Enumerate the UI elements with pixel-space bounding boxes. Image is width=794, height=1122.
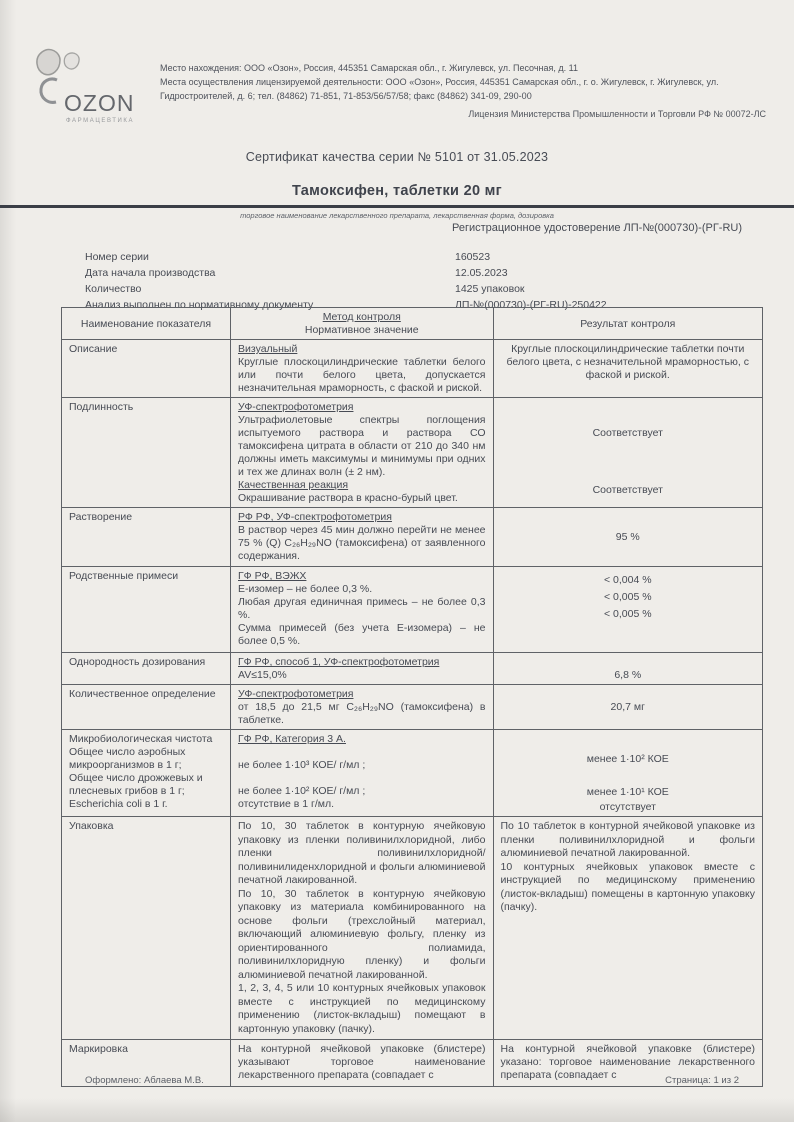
prepared-by: Оформлено: Аблаева М.В.	[85, 1075, 204, 1086]
result-cell: 95 %	[493, 508, 763, 566]
result-cell	[493, 567, 763, 652]
logo-brand: OZON	[64, 90, 135, 116]
date-label: Дата начала производства	[85, 267, 216, 279]
row-assay	[62, 684, 762, 729]
header-parameter-label: Наименование показателя	[80, 317, 212, 330]
method-cell: На контурной ячейковой упаковке (блистере) указывают торговое наименование лекарственного препарата (совпадает с	[230, 1040, 493, 1086]
result-cell: На контурной ячейковой упаковке (блистере) указано: торговое наименование лекарственного препарата (совпадает с	[493, 1040, 763, 1086]
method-cell	[230, 340, 493, 397]
result-value-1: менее 1·10² КОЕ	[586, 753, 669, 765]
spec-line-2: Любая другая единичная примесь – не более 0,3 %.	[238, 596, 486, 621]
method-title: УФ-спектрофотометрия	[238, 401, 354, 413]
parameter-name: Маркировка	[69, 1043, 128, 1055]
row-related-impurities	[62, 566, 762, 652]
method-title: УФ-спектрофотометрия	[238, 688, 354, 700]
result-cell: Круглые плоскоцилиндрические таблетки почти белого цвета, с незначительной мраморностью, с фаской и риской.	[493, 340, 763, 397]
normative-doc-value: ЛП-№(000730)-(РГ-RU)-250422	[455, 299, 607, 311]
company-address-line2: Места осуществления лицензируемой деятельности: ООО «Озон», Россия, 445351 Самарская обл., г. о. Жигулевск, г. Жигулевск, ул. Гидростроителей, д. 6; тел. (84862) 71-851, 71-853/56/57/58; факс (84862) 341-09, 290-00	[160, 76, 719, 101]
company-address-block	[134, 46, 766, 130]
registration-number: Регистрационное удостоверение ЛП-№(000730)-(РГ-RU)	[451, 222, 742, 234]
result-cell	[493, 398, 763, 507]
batch-value: 160523	[455, 251, 491, 263]
parameter-line-2: Общее число аэробных	[69, 746, 186, 758]
detail-row-batch	[85, 249, 730, 265]
letterhead	[30, 46, 766, 130]
header-result-label: Результат контроля	[580, 317, 676, 330]
header-method	[230, 308, 493, 339]
license-line: Лицензия Министерства Промышленности и Торговли РФ № 00072-ЛС	[468, 108, 766, 119]
result-value-2: менее 1·10¹ КОЕ	[586, 786, 669, 798]
result-value-2: < 0,005 %	[603, 591, 652, 603]
method-text-2: Окрашивание раствора в красно-бурый цвет.	[238, 492, 458, 504]
method-cell	[230, 508, 493, 566]
qc-table	[61, 307, 763, 1087]
method-title: ГФ РФ, ВЭЖХ	[238, 570, 307, 582]
method-cell	[230, 653, 493, 684]
detail-row-quantity	[85, 281, 730, 297]
method-title-2: Качественная реакция	[238, 479, 349, 491]
method-title: ГФ РФ, способ 1, УФ-спектрофотометрия	[238, 656, 440, 668]
parameter-line-3: микроорганизмов в 1 г;	[69, 759, 182, 771]
parameter-line-5: плесневых грибов в 1 г;	[69, 785, 185, 797]
parameter-line-4: Общее число дрожжевых и	[69, 772, 203, 784]
method-paragraph-1: По 10, 30 таблеток в контурную ячейковую упаковку из пленки поливинилхлоридной, либо пленки поливинилхлоридной/поливинилиденхлоридной и фольги алюминиевой печатной лакированной.	[238, 820, 486, 886]
header-parameter	[62, 308, 230, 339]
batch-label: Номер серии	[85, 251, 149, 263]
result-value-2: Соответствует	[592, 484, 663, 496]
method-text: AV≤15,0%	[238, 669, 287, 681]
spec-line-2: не более 1·10² КОЕ/ г/мл ;	[238, 785, 366, 797]
parameter-name: Количественное определение	[69, 688, 216, 700]
method-text: Ультрафиолетовые спектры поглощения испытуемого раствора и раствора СО тамоксифена цитрата в области от 210 до 340 нм должны иметь максимумы и минимумы при одних и тех же длинах волн (± 2 нм).	[238, 414, 486, 478]
ozon-logo	[30, 46, 134, 130]
method-title: ГФ РФ, Категория 3 А.	[238, 733, 346, 745]
spec-line-1: Е-изомер – не более 0,3 %.	[238, 583, 373, 595]
result-value-3: < 0,005 %	[603, 608, 652, 620]
spec-line-3: Сумма примесей (без учета Е-изомера) – не более 0,5 %.	[238, 622, 486, 647]
method-cell	[230, 817, 493, 1039]
parameter-name: Упаковка	[69, 820, 114, 832]
parameter-line-6: Escherichia coli в 1 г.	[69, 798, 168, 810]
method-title: РФ РФ, УФ-спектрофотометрия	[238, 511, 392, 523]
method-text: от 18,5 до 21,5 мг C₂₆H₂₉NO (тамоксифена) в таблетке.	[238, 701, 486, 726]
detail-row-date	[85, 265, 730, 281]
page-number: Страница: 1 из 2	[665, 1075, 739, 1086]
row-dose-uniformity	[62, 652, 762, 684]
product-title: Тамоксифен, таблетки 20 мг	[291, 183, 503, 199]
method-cell	[230, 685, 493, 729]
result-cell	[493, 730, 763, 816]
parameter-name: Растворение	[69, 511, 133, 523]
normative-doc-label: Анализ выполнен по нормативному документу	[85, 299, 314, 311]
result-value: 6,8 %	[614, 669, 642, 681]
date-value: 12.05.2023	[455, 267, 508, 279]
parameter-name: Описание	[69, 343, 118, 355]
result-cell	[493, 817, 763, 1039]
quantity-value: 1425 упаковок	[455, 283, 525, 295]
page-footer	[85, 1075, 739, 1086]
method-title: Визуальный	[238, 343, 298, 355]
result-cell: 20,7 мг	[493, 685, 763, 729]
result-value-1: < 0,004 %	[603, 574, 652, 586]
header-result	[493, 308, 763, 339]
method-paragraph-2: По 10, 30 таблеток в контурную ячейковую упаковку из материала комбинированного на основе фольги (трехслойный материал, включающий алюминиевую фольгу, пленку из ориентированного полиамида, поливинилхлоридную пленку) и фольги алюминиевой печатной лакированной.	[238, 887, 486, 981]
method-text: В раствор через 45 мин должно перейти не менее 75 % (Q) C₂₆H₂₉NO (тамоксифена) от заявленного содержания.	[238, 524, 486, 562]
result-paragraph-2: 10 контурных ячейковых упаковок вместе с инструкцией по медицинскому применению (листок-вкладыш) помещены в картонную упаковку (пачку).	[500, 860, 755, 913]
certificate-title: Сертификат качества серии № 5101 от 31.05.2023	[245, 150, 549, 164]
header-normative-label: Нормативное значение	[304, 324, 419, 336]
header-method-label: Метод контроля	[322, 311, 401, 323]
row-microbiological-purity	[62, 729, 762, 816]
quantity-label: Количество	[85, 283, 142, 295]
method-text: Круглые плоскоцилиндрические таблетки белого или почти белого цвета, допускается незначительная мраморность, с фаской и риской.	[238, 356, 486, 394]
parameter-name: Родственные примеси	[69, 570, 179, 582]
result-value-3: отсутствует	[599, 801, 656, 813]
parameter-name: Подлинность	[69, 401, 134, 413]
row-description	[62, 339, 762, 397]
method-cell	[230, 398, 493, 507]
row-dissolution	[62, 507, 762, 566]
result-value-1: Соответствует	[592, 427, 663, 439]
logo-subtitle: ФАРМАЦЕВТИКА	[66, 118, 135, 124]
batch-details	[85, 249, 730, 313]
product-caption: торговое наименование лекарственного препарата, лекарственная форма, дозировка	[240, 211, 554, 220]
title-rule	[0, 205, 794, 208]
row-packaging	[62, 816, 762, 1039]
qc-table-header	[62, 308, 762, 339]
result-paragraph-1: По 10 таблеток в контурной ячейковой упаковке из пленки поливинилхлоридной и фольги алюминиевой печатной лакированной.	[500, 820, 755, 859]
company-address-line1: Место нахождения: ООО «Озон», Россия, 445351 Самарская обл., г. Жигулевск, ул. Песочная, д. 11	[160, 63, 579, 73]
method-cell	[230, 730, 493, 816]
method-cell	[230, 567, 493, 652]
spec-line-3: отсутствие в 1 г/мл.	[238, 798, 335, 810]
method-paragraph-3: 1, 2, 3, 4, 5 или 10 контурных ячейковых упаковок вместе с инструкцией по медицинскому применению (листок-вкладыш) помещают в картонную упаковку (пачку).	[238, 982, 486, 1035]
parameter-name	[62, 730, 230, 816]
parameter-name: Однородность дозирования	[69, 656, 206, 668]
result-cell	[493, 653, 763, 684]
row-authenticity	[62, 397, 762, 507]
spec-line-1: не более 1·10³ КОЕ/ г/мл ;	[238, 759, 366, 771]
parameter-line-1: Микробиологическая чистота	[69, 733, 213, 745]
